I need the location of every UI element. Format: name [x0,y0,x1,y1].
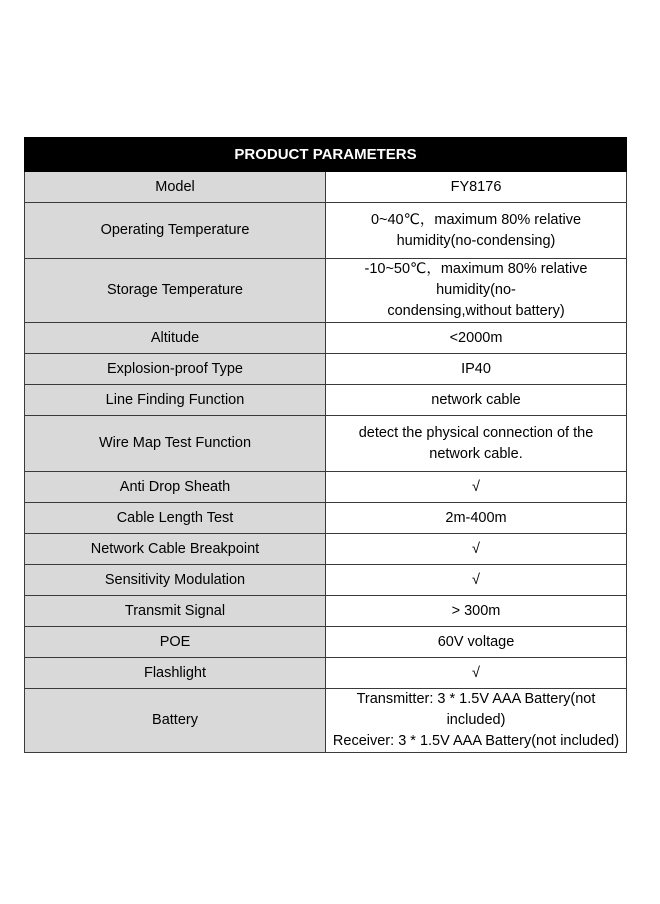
table-row [25,472,627,503]
param-value-flashlight: √ [326,658,627,689]
param-label-storage-temperature: Storage Temperature [25,259,326,323]
param-label-sensitivity-modulation: Sensitivity Modulation [25,565,326,596]
param-value-cable-length-test: 2m-400m [326,503,627,534]
param-value-sensitivity-modulation: √ [326,565,627,596]
table-row [25,259,627,323]
table-header-row [25,138,627,172]
param-value-wire-map-test-function: detect the physical connection of the network cable. [326,416,627,472]
product-parameters-table [24,137,627,753]
storage-temperature-line-1: -10~50℃，maximum 80% relative humidity(no- [364,261,588,298]
storage-temperature-line-2: condensing,without battery) [387,303,565,319]
param-value-anti-drop-sheath: √ [326,472,627,503]
param-label-battery: Battery [25,689,326,753]
table-title: PRODUCT PARAMETERS [25,138,627,172]
param-value-explosion-proof-type: IP40 [326,354,627,385]
param-value-poe: 60V voltage [326,627,627,658]
param-label-model: Model [25,172,326,203]
param-label-anti-drop-sheath: Anti Drop Sheath [25,472,326,503]
param-value-line-finding-function: network cable [326,385,627,416]
table-row [25,503,627,534]
battery-line-receiver: Receiver: 3 * 1.5V AAA Battery(not included) [332,733,620,749]
param-value-model: FY8176 [326,172,627,203]
param-label-network-cable-breakpoint: Network Cable Breakpoint [25,534,326,565]
battery-line-transmitter: Transmitter: 3 * 1.5V AAA Battery(not included) [356,691,596,728]
param-label-altitude: Altitude [25,323,326,354]
param-value-altitude: <2000m [326,323,627,354]
param-label-wire-map-test-function: Wire Map Test Function [25,416,326,472]
table-row [25,416,627,472]
param-label-cable-length-test: Cable Length Test [25,503,326,534]
param-label-flashlight: Flashlight [25,658,326,689]
param-value-storage-temperature [326,259,627,323]
table-row [25,658,627,689]
param-value-battery [326,689,627,753]
param-label-operating-temperature: Operating Temperature [25,203,326,259]
param-value-operating-temperature: 0~40℃，maximum 80% relative humidity(no-condensing) [326,203,627,259]
table-row [25,534,627,565]
table-row [25,354,627,385]
param-label-poe: POE [25,627,326,658]
param-value-transmit-signal: > 300m [326,596,627,627]
table-row [25,172,627,203]
param-label-transmit-signal: Transmit Signal [25,596,326,627]
param-value-network-cable-breakpoint: √ [326,534,627,565]
table-row [25,565,627,596]
table-row [25,203,627,259]
table-row [25,596,627,627]
param-label-explosion-proof-type: Explosion-proof Type [25,354,326,385]
table-row [25,323,627,354]
table-row [25,385,627,416]
param-label-line-finding-function: Line Finding Function [25,385,326,416]
table-row [25,689,627,753]
table-row [25,627,627,658]
